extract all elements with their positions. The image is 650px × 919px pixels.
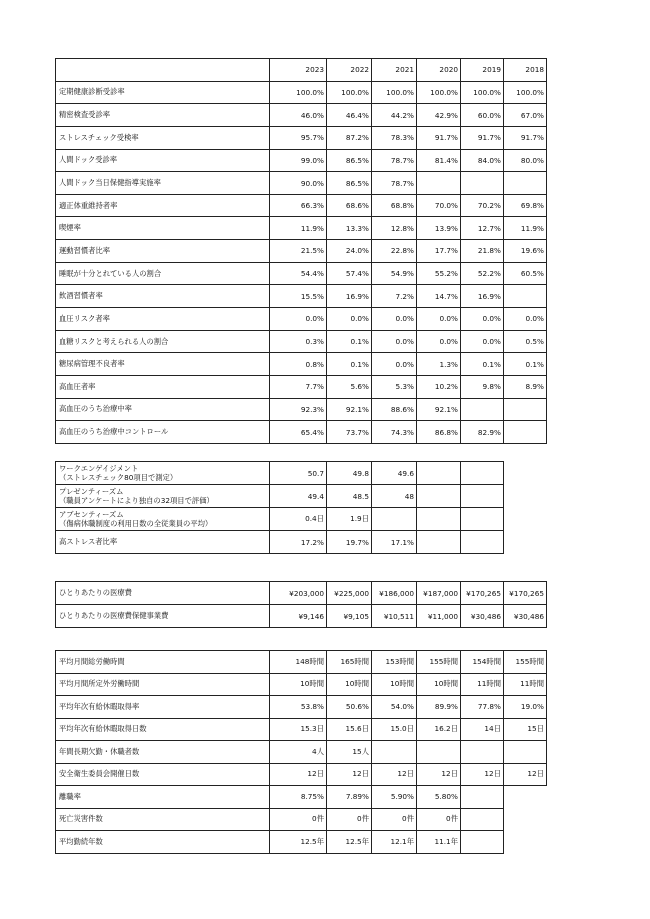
cell: 21.8% [461, 240, 504, 263]
row-label-main: ワークエンゲイジメント [59, 464, 139, 473]
cell: 19.0% [504, 696, 547, 719]
cell: 12.5年 [270, 831, 327, 854]
cell: 7.89% [327, 786, 372, 809]
row-label: 定期健康診断受診率 [56, 81, 270, 104]
table-row [56, 605, 547, 628]
cell: 24.0% [327, 240, 372, 263]
table-row [56, 582, 547, 605]
cell: 4人 [270, 741, 327, 764]
cell: 11.9% [270, 217, 327, 240]
cell: 1.3% [417, 353, 461, 376]
cell: 15.0日 [372, 718, 417, 741]
cell: 42.9% [417, 104, 461, 127]
cell: 54.4% [270, 262, 327, 285]
cell: 11.1年 [417, 831, 461, 854]
cell [417, 508, 461, 531]
header-cell: 2018 [504, 59, 547, 82]
table-row [56, 718, 547, 741]
table-row [56, 81, 547, 104]
table-row [56, 375, 547, 398]
table-row [56, 462, 504, 485]
cell: 14日 [461, 718, 504, 741]
cell: 12.8% [372, 217, 417, 240]
row-label: 飲酒習慣者率 [56, 285, 270, 308]
empty-cell [504, 831, 547, 854]
table-row [56, 741, 547, 764]
cell [461, 831, 504, 854]
row-label [56, 508, 270, 531]
cell [461, 808, 504, 831]
cell: 67.0% [504, 104, 547, 127]
cell: 49.4 [270, 485, 327, 508]
cell: 69.8% [504, 194, 547, 217]
cell: 7.2% [372, 285, 417, 308]
cell: 15.3日 [270, 718, 327, 741]
cell: 17.1% [372, 531, 417, 554]
table-row [56, 330, 547, 353]
cell: 13.3% [327, 217, 372, 240]
cell: 0.1% [327, 330, 372, 353]
row-label [56, 462, 270, 485]
cell: 49.6 [372, 462, 417, 485]
cell: 5.3% [372, 375, 417, 398]
row-label [56, 485, 270, 508]
cell: ¥30,486 [504, 605, 547, 628]
cell: 66.3% [270, 194, 327, 217]
cell: 5.80% [417, 786, 461, 809]
cell: 155時間 [504, 651, 547, 674]
cell: 0.1% [327, 353, 372, 376]
cell: 8.9% [504, 375, 547, 398]
cell: 9.8% [461, 375, 504, 398]
row-label: 血圧リスク者率 [56, 308, 270, 331]
table-row [56, 786, 547, 809]
cell: ¥170,265 [504, 582, 547, 605]
row-label: 離職率 [56, 786, 270, 809]
cell: 10時間 [417, 673, 461, 696]
cell: 11時間 [461, 673, 504, 696]
cell: 16.2日 [417, 718, 461, 741]
cell: 87.2% [327, 126, 372, 149]
table-row [56, 262, 547, 285]
medical-cost-table [55, 581, 547, 628]
row-label: 喫煙率 [56, 217, 270, 240]
cell: 0.0% [461, 330, 504, 353]
table-row [56, 673, 547, 696]
cell: 49.8 [327, 462, 372, 485]
cell [417, 172, 461, 195]
header-cell: 2019 [461, 59, 504, 82]
cell [461, 462, 504, 485]
table-row [56, 696, 547, 719]
cell: 60.5% [504, 262, 547, 285]
cell: 90.0% [270, 172, 327, 195]
row-label: 平均月間総労働時間 [56, 651, 270, 674]
cell: 46.4% [327, 104, 372, 127]
cell: 78.7% [372, 149, 417, 172]
cell: 0件 [417, 808, 461, 831]
row-label: 高血圧のうち治療中コントロール [56, 421, 270, 444]
table-row [56, 421, 547, 444]
cell: 22.8% [372, 240, 417, 263]
header-cell: 2022 [327, 59, 372, 82]
row-label: 運動習慣者比率 [56, 240, 270, 263]
cell: 0.0% [327, 308, 372, 331]
row-label: 安全衛生委員会開催日数 [56, 763, 270, 786]
cell [461, 172, 504, 195]
row-label: ストレスチェック受検率 [56, 126, 270, 149]
cell: 21.5% [270, 240, 327, 263]
table-row [56, 651, 547, 674]
cell [461, 485, 504, 508]
row-label-main: アブセンティーズム [59, 510, 124, 519]
cell: 89.9% [417, 696, 461, 719]
cell: 100.0% [461, 81, 504, 104]
cell: 0件 [372, 808, 417, 831]
header-cell [56, 59, 270, 82]
table-row [56, 194, 547, 217]
table-row [56, 808, 547, 831]
cell: 0.0% [270, 308, 327, 331]
cell: 16.9% [327, 285, 372, 308]
row-label: 適正体重維持者率 [56, 194, 270, 217]
cell: 70.0% [417, 194, 461, 217]
cell: 19.6% [504, 240, 547, 263]
cell [417, 531, 461, 554]
table-row [56, 172, 547, 195]
cell: 15.5% [270, 285, 327, 308]
cell: 12日 [270, 763, 327, 786]
cell [417, 485, 461, 508]
row-label: 平均勤続年数 [56, 831, 270, 854]
cell: 155時間 [417, 651, 461, 674]
row-label-note: （ストレスチェック80項目で測定） [59, 473, 178, 482]
cell: 17.7% [417, 240, 461, 263]
cell: 91.7% [504, 126, 547, 149]
cell: 100.0% [270, 81, 327, 104]
health-metrics-table [55, 58, 547, 444]
row-label: 年間長期欠勤・休職者数 [56, 741, 270, 764]
cell: 68.6% [327, 194, 372, 217]
cell: 0.1% [461, 353, 504, 376]
cell [461, 786, 504, 809]
header-row [56, 59, 547, 82]
cell: 12日 [461, 763, 504, 786]
cell: 74.3% [372, 421, 417, 444]
cell: 0.0% [504, 308, 547, 331]
table-row [56, 217, 547, 240]
row-label-main: プレゼンティーズム [59, 487, 124, 496]
cell: 0.1% [504, 353, 547, 376]
row-label: ひとりあたりの医療費 [56, 582, 270, 605]
row-label: 高ストレス者比率 [56, 531, 270, 554]
cell: 100.0% [372, 81, 417, 104]
cell: 5.6% [327, 375, 372, 398]
cell: 0.0% [417, 308, 461, 331]
cell [504, 285, 547, 308]
header-cell: 2023 [270, 59, 327, 82]
table-row [56, 763, 547, 786]
cell: ¥170,265 [461, 582, 504, 605]
cell: ¥10,511 [372, 605, 417, 628]
table-row [56, 126, 547, 149]
cell: 0.0% [461, 308, 504, 331]
cell: 12.7% [461, 217, 504, 240]
cell: 11.9% [504, 217, 547, 240]
cell: 0.8% [270, 353, 327, 376]
cell: 70.2% [461, 194, 504, 217]
cell [461, 398, 504, 421]
cell [461, 508, 504, 531]
row-label: 人間ドック受診率 [56, 149, 270, 172]
cell: 100.0% [504, 81, 547, 104]
cell: 91.7% [461, 126, 504, 149]
row-label-note: （職員アンケートにより独自の32項目で評価） [59, 496, 214, 505]
cell: 0.4日 [270, 508, 327, 531]
cell: 12.1年 [372, 831, 417, 854]
cell: 84.0% [461, 149, 504, 172]
cell: 5.90% [372, 786, 417, 809]
cell [417, 741, 461, 764]
table-row [56, 398, 547, 421]
cell: 73.7% [327, 421, 372, 444]
cell: 12日 [372, 763, 417, 786]
cell: 92.1% [327, 398, 372, 421]
cell: 50.6% [327, 696, 372, 719]
cell: 60.0% [461, 104, 504, 127]
cell: 12日 [417, 763, 461, 786]
cell: 15.6日 [327, 718, 372, 741]
cell: 10時間 [270, 673, 327, 696]
cell: 99.0% [270, 149, 327, 172]
empty-cell [504, 808, 547, 831]
cell: 46.0% [270, 104, 327, 127]
cell: ¥187,000 [417, 582, 461, 605]
row-label: 精密検査受診率 [56, 104, 270, 127]
row-label: ひとりあたりの医療費保健事業費 [56, 605, 270, 628]
cell: 0.0% [372, 330, 417, 353]
cell: 78.7% [372, 172, 417, 195]
cell: 54.9% [372, 262, 417, 285]
cell: 12.5年 [327, 831, 372, 854]
cell: 57.4% [327, 262, 372, 285]
cell: 88.6% [372, 398, 417, 421]
labor-metrics-table [55, 650, 547, 854]
row-label: 平均年次有給休暇取得率 [56, 696, 270, 719]
cell: 12日 [504, 763, 547, 786]
cell [504, 421, 547, 444]
table-row [56, 485, 504, 508]
cell: 0.5% [504, 330, 547, 353]
row-label: 平均年次有給休暇取得日数 [56, 718, 270, 741]
cell [504, 172, 547, 195]
cell: 68.8% [372, 194, 417, 217]
cell: 154時間 [461, 651, 504, 674]
cell: 92.1% [417, 398, 461, 421]
cell: 65.4% [270, 421, 327, 444]
cell: 0.0% [372, 353, 417, 376]
row-label: 高血圧者率 [56, 375, 270, 398]
cell: 53.8% [270, 696, 327, 719]
cell: 91.7% [417, 126, 461, 149]
cell: 10.2% [417, 375, 461, 398]
cell [504, 741, 547, 764]
cell: 95.7% [270, 126, 327, 149]
cell: 80.0% [504, 149, 547, 172]
cell: 48 [372, 485, 417, 508]
cell: 54.0% [372, 696, 417, 719]
cell: 15日 [504, 718, 547, 741]
row-label: 睡眠が十分とれている人の割合 [56, 262, 270, 285]
cell: 55.2% [417, 262, 461, 285]
table-row [56, 285, 547, 308]
table-row [56, 240, 547, 263]
cell: 165時間 [327, 651, 372, 674]
cell: 15人 [327, 741, 372, 764]
cell: 0.3% [270, 330, 327, 353]
cell [461, 741, 504, 764]
cell: 82.9% [461, 421, 504, 444]
cell: 7.7% [270, 375, 327, 398]
cell: 86.8% [417, 421, 461, 444]
cell: 77.8% [461, 696, 504, 719]
cell: 0件 [327, 808, 372, 831]
cell: 16.9% [461, 285, 504, 308]
row-label: 死亡災害件数 [56, 808, 270, 831]
cell [504, 398, 547, 421]
cell: 19.7% [327, 531, 372, 554]
cell: 86.5% [327, 172, 372, 195]
cell: 148時間 [270, 651, 327, 674]
cell: 8.75% [270, 786, 327, 809]
cell: ¥30,486 [461, 605, 504, 628]
cell: 52.2% [461, 262, 504, 285]
cell: ¥203,000 [270, 582, 327, 605]
cell: 10時間 [327, 673, 372, 696]
table-row [56, 149, 547, 172]
row-label: 糖尿病管理不良者率 [56, 353, 270, 376]
cell: 50.7 [270, 462, 327, 485]
cell: ¥11,000 [417, 605, 461, 628]
cell [372, 508, 417, 531]
cell: 0.0% [417, 330, 461, 353]
row-label: 平均月間所定外労働時間 [56, 673, 270, 696]
cell: 0件 [270, 808, 327, 831]
cell: 10時間 [372, 673, 417, 696]
cell: 17.2% [270, 531, 327, 554]
row-label: 人間ドック当日保健指導実施率 [56, 172, 270, 195]
cell: 86.5% [327, 149, 372, 172]
cell: 13.9% [417, 217, 461, 240]
cell: 100.0% [327, 81, 372, 104]
row-label: 高血圧のうち治療中率 [56, 398, 270, 421]
cell [417, 462, 461, 485]
cell: ¥186,000 [372, 582, 417, 605]
cell [372, 741, 417, 764]
cell: 1.9日 [327, 508, 372, 531]
cell: ¥9,105 [327, 605, 372, 628]
cell: 100.0% [417, 81, 461, 104]
row-label-note: （傷病休職制度の利用日数の全従業員の平均） [59, 519, 213, 528]
table-row [56, 353, 547, 376]
table-row [56, 104, 547, 127]
cell [461, 531, 504, 554]
cell: 44.2% [372, 104, 417, 127]
cell: 81.4% [417, 149, 461, 172]
cell: 153時間 [372, 651, 417, 674]
cell: 14.7% [417, 285, 461, 308]
empty-cell [504, 786, 547, 809]
cell: 48.5 [327, 485, 372, 508]
engagement-table [55, 461, 504, 554]
cell: 92.3% [270, 398, 327, 421]
cell: 0.0% [372, 308, 417, 331]
row-label: 血糖リスクと考えられる人の割合 [56, 330, 270, 353]
cell: 11時間 [504, 673, 547, 696]
cell: 12日 [327, 763, 372, 786]
cell: 78.3% [372, 126, 417, 149]
table-row [56, 508, 504, 531]
cell: ¥9,146 [270, 605, 327, 628]
table-row [56, 531, 504, 554]
table-row [56, 308, 547, 331]
header-cell: 2021 [372, 59, 417, 82]
cell: ¥225,000 [327, 582, 372, 605]
header-cell: 2020 [417, 59, 461, 82]
table-row [56, 831, 547, 854]
